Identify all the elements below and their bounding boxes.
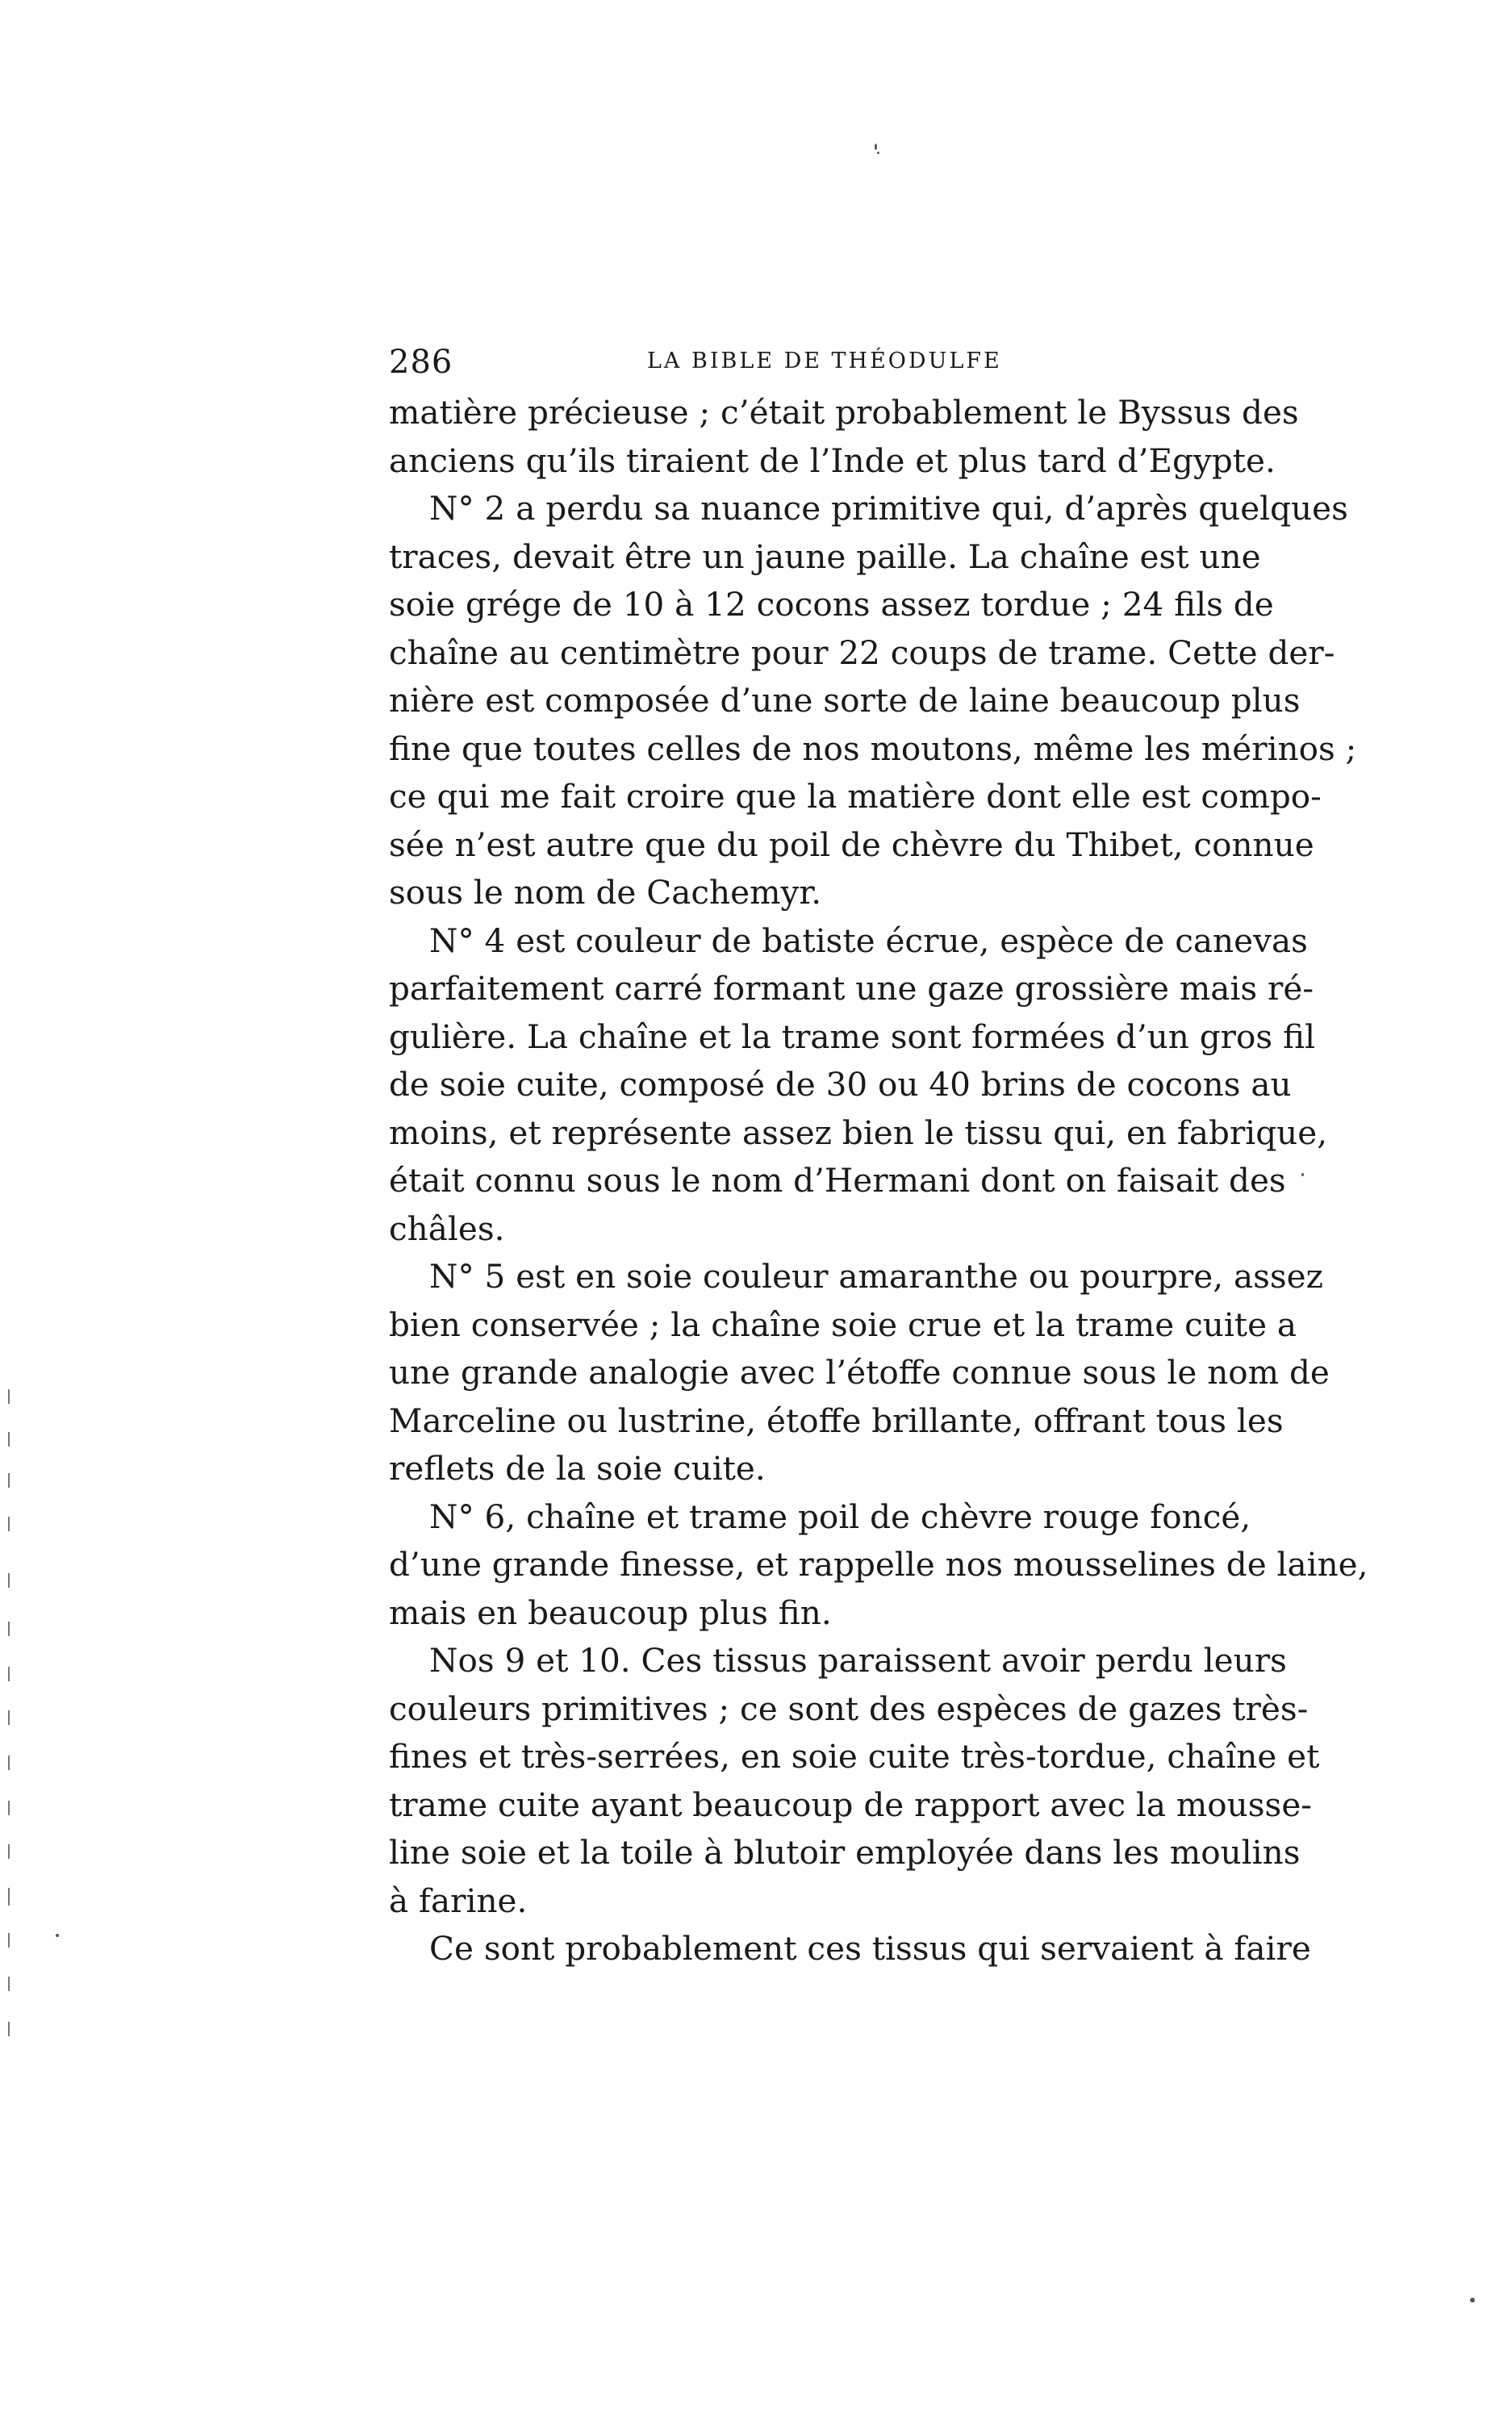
text-line: chaîne au centimètre pour 22 coups de trame. Cette der- bbox=[389, 633, 1335, 672]
text-line: à farine. bbox=[389, 1881, 528, 1920]
text-line: sée n’est autre que du poil de chèvre du Thibet, connue bbox=[389, 825, 1314, 864]
margin-mark bbox=[8, 1844, 10, 1859]
margin-mark bbox=[8, 1667, 10, 1681]
text-line: N° 5 est en soie couleur amaranthe ou pourpre, assez bbox=[429, 1257, 1323, 1296]
margin-mark bbox=[8, 1756, 10, 1770]
text-line: reflets de la soie cuite. bbox=[389, 1449, 766, 1488]
text-line: N° 4 est couleur de batiste écrue, espèce de canevas bbox=[429, 921, 1308, 960]
text-line: anciens qu’ils tiraient de l’Inde et plus tard d’Egypte. bbox=[389, 440, 1276, 480]
text-line: de soie cuite, composé de 30 ou 40 brins de cocons au bbox=[389, 1065, 1292, 1104]
margin-mark bbox=[8, 1432, 10, 1447]
speck bbox=[877, 152, 879, 154]
text-line: Nos 9 et 10. Ces tissus paraissent avoir perdu leurs bbox=[429, 1641, 1287, 1680]
text-line: moins, et représente assez bien le tissu qui, en fabrique, bbox=[389, 1113, 1328, 1152]
text-line: N° 2 a perdu sa nuance primitive qui, d’après quelques bbox=[429, 489, 1348, 528]
page-number: 286 bbox=[389, 344, 453, 381]
margin-mark bbox=[8, 2022, 10, 2036]
text-line: était connu sous le nom d’Hermani dont on faisait des bbox=[389, 1161, 1286, 1200]
text-line: d’une grande finesse, et rappelle nos mousselines de laine, bbox=[389, 1545, 1368, 1584]
margin-mark bbox=[8, 1473, 10, 1488]
margin-mark bbox=[8, 1622, 10, 1636]
speck bbox=[875, 144, 877, 150]
text-line: Ce sont probablement ces tissus qui servaient à faire bbox=[429, 1929, 1311, 1968]
text-line: fines et très-serrées, en soie cuite très-tordue, chaîne et bbox=[389, 1737, 1320, 1776]
margin-mark bbox=[8, 1888, 10, 1906]
text-line: sous le nom de Cachemyr. bbox=[389, 873, 822, 912]
speck bbox=[1301, 1173, 1304, 1176]
text-line: gulière. La chaîne et la trame sont formées d’un gros fil bbox=[389, 1017, 1316, 1056]
margin-mark bbox=[8, 1573, 10, 1588]
speck bbox=[56, 1934, 59, 1937]
text-line: soie grége de 10 à 12 cocons assez tordue ; 24 fils de bbox=[389, 585, 1274, 624]
text-line: traces, devait être un jaune paille. La chaîne est une bbox=[389, 536, 1261, 576]
running-title: LA BIBLE DE THÉODULFE bbox=[647, 349, 1002, 374]
text-line: bien conservée ; la chaîne soie crue et la trame cuite a bbox=[389, 1305, 1297, 1344]
text-line: trame cuite ayant beaucoup de rapport avec la mousse- bbox=[389, 1785, 1312, 1824]
text-line: mais en beaucoup plus fin. bbox=[389, 1593, 832, 1632]
text-line: parfaitement carré formant une gaze grossière mais ré- bbox=[389, 969, 1314, 1008]
page-header bbox=[389, 339, 1244, 387]
margin-mark bbox=[8, 1977, 10, 1991]
speck bbox=[1470, 2298, 1475, 2303]
margin-mark bbox=[8, 1389, 10, 1404]
margin-mark bbox=[8, 1933, 10, 1948]
text-line: N° 6, chaîne et trame poil de chèvre rouge foncé, bbox=[429, 1497, 1251, 1536]
text-line: fine que toutes celles de nos moutons, même les mérinos ; bbox=[389, 729, 1357, 768]
text-line: Marceline ou lustrine, étoffe brillante, offrant tous les bbox=[389, 1401, 1284, 1440]
body-text bbox=[389, 389, 1368, 1973]
margin-mark bbox=[8, 1801, 10, 1815]
text-line: couleurs primitives ; ce sont des espèces de gazes très- bbox=[389, 1689, 1309, 1728]
text-line: matière précieuse ; c’était probablement le Byssus des bbox=[389, 393, 1299, 432]
text-line: ce qui me fait croire que la matière dont elle est compo- bbox=[389, 777, 1322, 816]
text-line: châles. bbox=[389, 1209, 505, 1248]
margin-mark bbox=[8, 1710, 10, 1725]
text-line: line soie et la toile à blutoir employée dans les moulins bbox=[389, 1833, 1301, 1872]
text-line: une grande analogie avec l’étoffe connue sous le nom de bbox=[389, 1353, 1330, 1392]
margin-mark bbox=[8, 1517, 10, 1531]
text-line: nière est composée d’une sorte de laine beaucoup plus bbox=[389, 681, 1301, 720]
